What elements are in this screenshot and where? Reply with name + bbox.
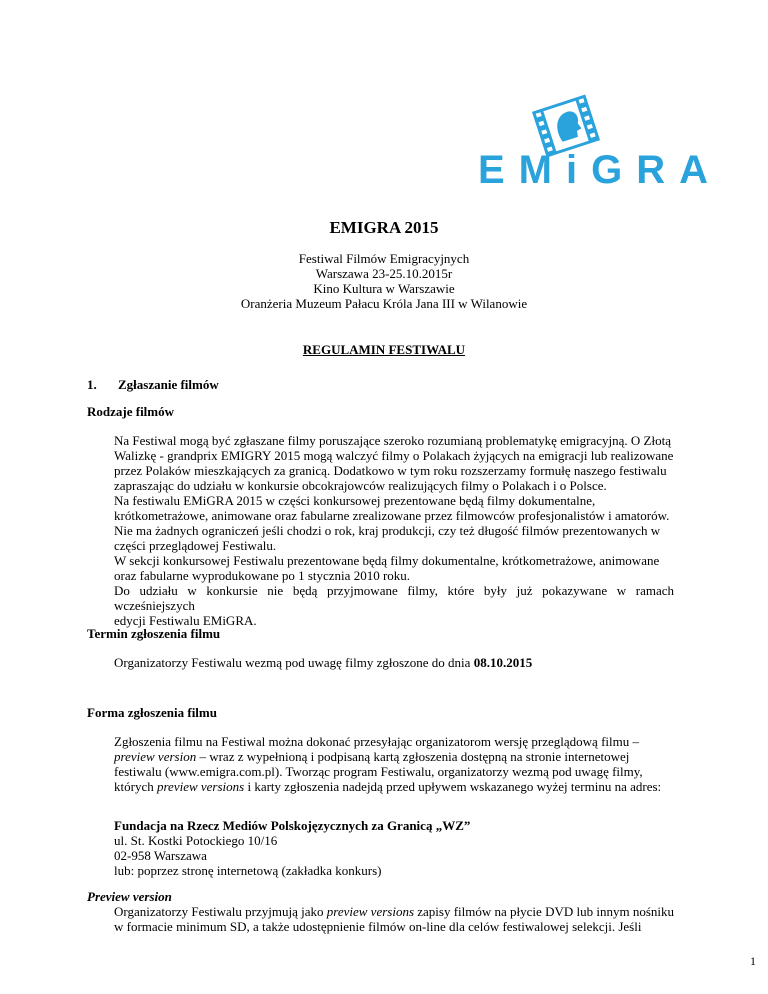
subtitle-line-4: Oranżeria Muzeum Pałacu Króla Jana III w Wilanowie <box>240 296 528 311</box>
text-line: przez Polaków mieszkających za granicą. Dodatkowo w tym roku rozszerzamy formułę naszego festiwalu <box>114 463 667 478</box>
logo-wordmark: EMiGRA <box>478 148 722 192</box>
heading-forma: Forma zgłoszenia filmu <box>87 705 217 720</box>
text-fragment: zapisy filmów na płycie DVD lub innym nośniku <box>414 904 674 919</box>
regulations-title: REGULAMIN FESTIWALU <box>302 342 466 357</box>
text-fragment: których <box>114 779 157 794</box>
italic-term: preview versions <box>156 779 245 794</box>
document-title: EMIGRA 2015 <box>329 218 439 237</box>
text-line: festiwalu (www.emigra.com.pl). Tworząc program Festiwalu, organizatorzy wezmą pod uwagę filmy, <box>114 764 643 779</box>
italic-term: preview version <box>114 749 197 764</box>
rodzaje-paragraph <box>114 433 674 628</box>
termin-text-body: Organizatorzy Festiwalu wezmą pod uwagę filmy zgłoszone do dnia <box>114 655 474 670</box>
subtitle-line-2: Warszawa 23-25.10.2015r <box>315 266 453 281</box>
address-street: ul. St. Kostki Potockiego 10/16 <box>114 833 278 848</box>
termin-date: 08.10.2015 <box>473 655 533 670</box>
forma-paragraph <box>114 734 674 794</box>
text-line: Na festiwalu EMiGRA 2015 w części konkursowej prezentowane będą filmy dokumentalne, <box>114 493 596 508</box>
text-line: Walizkę - grandprix EMIGRY 2015 mogą walczyć filmy o Polakach żyjących na emigracji lub realizowane <box>114 448 674 463</box>
text-fragment: – wraz z wypełnioną i podpisaną kartą zgłoszenia dostępną na stronie internetowej <box>196 749 630 764</box>
subtitle-line-3: Kino Kultura w Warszawie <box>313 281 455 296</box>
preview-paragraph <box>114 904 674 934</box>
text-line: Nie ma żadnych ograniczeń jeśli chodzi o rok, kraj produkcji, czy też długość filmów prezentowanych w <box>114 523 661 538</box>
page-number: 1 <box>750 954 756 968</box>
text-line: Na Festiwal mogą być zgłaszane filmy poruszające szeroko rozumianą problematykę emigracyjną. O Złotą <box>114 433 671 448</box>
text-line <box>114 779 674 794</box>
text-line: Zgłoszenia filmu na Festiwal można dokonać przesyłając organizatorom wersję przeglądową filmu – <box>114 734 639 749</box>
address-name: Fundacja na Rzecz Mediów Polskojęzycznych za Granicą „WZ” <box>114 818 471 833</box>
text-line: krótkometrażowe, animowane oraz fabularne zrealizowane przez filmowców profesjonalistów i amatorów. <box>114 508 670 523</box>
text-fragment: Organizatorzy Festiwalu przyjmują jako <box>114 904 327 919</box>
text-line: oraz fabularne wyprodukowane po 1 stycznia 2010 roku. <box>114 568 411 583</box>
text-line <box>114 904 674 919</box>
text-fragment: i karty zgłoszenia nadejdą przed upływem wskazanego wyżej terminu na adres: <box>244 779 662 794</box>
heading-preview: Preview version <box>87 889 172 904</box>
text-line: zapraszając do udziału w konkursie obcokrajowców realizujących filmy o Polakach i o Polsce. <box>114 478 607 493</box>
text-line: w formacie minimum SD, a także udostępnienie filmów on-line dla celów festiwalowej selekcji. Jeśli <box>114 919 642 934</box>
address-alt: lub: poprzez stronę internetową (zakładka konkurs) <box>114 863 382 878</box>
text-line: części przeglądowej Festiwalu. <box>114 538 277 553</box>
heading-rodzaje: Rodzaje filmów <box>87 404 175 419</box>
section-number: 1. <box>87 377 97 392</box>
termin-text <box>114 655 532 670</box>
italic-term: preview versions <box>326 904 415 919</box>
text-line: edycji Festiwalu EMiGRA. <box>114 613 257 628</box>
text-line: W sekcji konkursowej Festiwalu prezentowane będą filmy dokumentalne, krótkometrażowe, animowane <box>114 553 660 568</box>
subtitle-line-1: Festiwal Filmów Emigracyjnych <box>298 251 470 266</box>
section-title: Zgłaszanie filmów <box>118 377 219 392</box>
heading-termin: Termin zgłoszenia filmu <box>87 626 221 641</box>
address-city: 02-958 Warszawa <box>114 848 207 863</box>
text-line <box>114 749 674 764</box>
address-block <box>114 818 470 878</box>
text-line: Do udziału w konkursie nie będą przyjmowane filmy, które były już pokazywane w ramach wcześniejszych <box>114 583 674 613</box>
emigra-logo <box>478 88 722 200</box>
